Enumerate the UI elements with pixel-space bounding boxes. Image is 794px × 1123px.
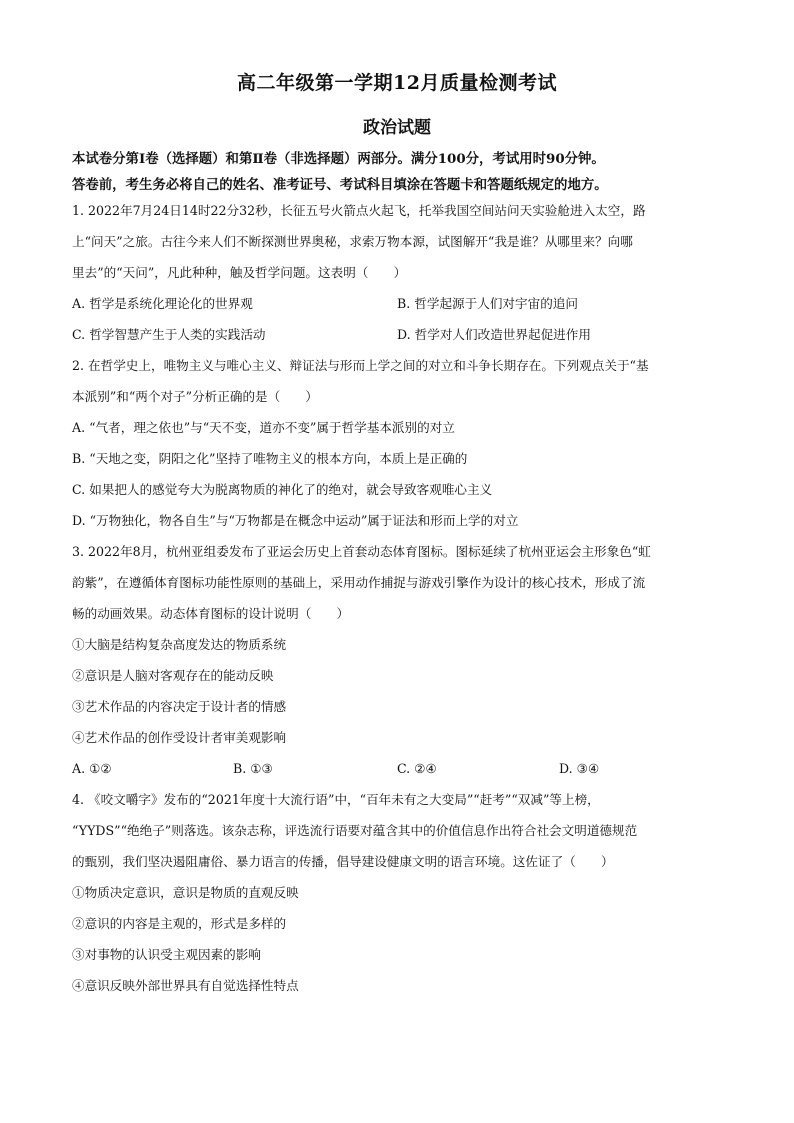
- instruction-line: 答卷前，考生务必将自己的姓名、准考证号、考试科目填涂在答题卡和答题纸规定的地方。: [72, 177, 608, 193]
- question-3: [72, 536, 732, 784]
- statement-1: ①物质决定意识，意识是物质的直观反映: [72, 885, 299, 900]
- option-b: B. 哲学起源于人们对宇宙的追问: [397, 296, 578, 311]
- statement-4: ④意识反映外部世界具有自觉选择性特点: [72, 978, 299, 993]
- question-text-line: “YYDS”“绝绝子”则落选。该杂志称，评选流行语要对蕴含其中的价值信息作出符合社会文明道德规范: [72, 823, 638, 838]
- statement-1: ①大脑是结构复杂高度发达的物质系统: [72, 637, 287, 652]
- option-b: B. ①③: [233, 761, 273, 776]
- option-d: D. ③④: [559, 761, 600, 776]
- option-c: C. 如果把人的感觉夸大为脱离物质的神化了的绝对，就会导致客观唯心主义: [72, 482, 493, 497]
- option-a: A. 哲学是系统化理论化的世界观: [72, 296, 253, 311]
- statement-3: ③艺术作品的内容决定于设计者的情感: [72, 699, 287, 714]
- option-b: B. “天地之变，阴阳之化”坚持了唯物主义的根本方向，本质上是正确的: [72, 451, 468, 466]
- question-text-line: 上“问天”之旅。古往今来人们不断探测世界奥秘，求索万物本源，试图解开“我是谁？从哪里来？向哪: [72, 234, 633, 249]
- question-text-line: 本派别”和“两个对子”分析正确的是（ ）: [72, 389, 319, 404]
- page-subtitle: 政治试题: [363, 118, 431, 138]
- exam-instructions: [72, 146, 762, 198]
- page-title: 高二年级第一学期12月质量检测考试: [237, 72, 557, 94]
- question-text-line: 4. 《咬文嚼字》发布的“2021年度十大流行语”中，“百年未有之大变局”“赶考”“双减”等上榜，: [72, 792, 600, 807]
- option-a: A. ①②: [72, 761, 112, 776]
- options-row: [72, 288, 732, 319]
- option-c: C. 哲学智慧产生于人类的实践活动: [72, 327, 266, 342]
- options-row: [72, 753, 732, 784]
- statement-2: ②意识的内容是主观的，形式是多样的: [72, 916, 287, 931]
- question-text-line: 畅的动画效果。动态体育图标的设计说明（ ）: [72, 606, 350, 621]
- instruction-line: 本试卷分第Ⅰ卷（选择题）和第Ⅱ卷（非选择题）两部分。满分100分，考试用时90分钟。: [72, 151, 605, 167]
- question-text-line: 里去”的“天问”，凡此种种，触及哲学问题。这表明（ ）: [72, 265, 407, 280]
- question-text-line: 的甄别，我们坚决遏阻庸俗、暴力语言的传播，倡导建设健康文明的语言环境。这佐证了（ ）: [72, 854, 614, 869]
- question-text-line: 韵紫”，在遵循体育图标功能性原则的基础上，采用动作捕捉与游戏引擎作为设计的核心技术，形成了流: [72, 575, 646, 590]
- option-d: D. “万物独化，物各自生”与“万物都是在概念中运动”属于证法和形而上学的对立: [72, 513, 519, 528]
- question-1: [72, 195, 732, 350]
- option-a: A. “气者，理之依也”与“天不变，道亦不变”属于哲学基本派别的对立: [72, 420, 455, 435]
- question-text-line: 2. 在哲学史上，唯物主义与唯心主义、辩证法与形而上学之间的对立和斗争长期存在。下列观点关于“基: [72, 358, 649, 373]
- question-text-line: 3. 2022年8月，杭州亚组委发布了亚运会历史上首套动态体育图标。图标延续了杭州亚运会主形象色“虹: [72, 544, 651, 559]
- question-2: [72, 350, 732, 536]
- question-text-line: 1. 2022年7月24日14时22分32秒，长征五号火箭点火起飞，托举我国空间站问天实验舱进入太空，路: [72, 203, 646, 218]
- option-d: D. 哲学对人们改造世界起促进作用: [397, 327, 591, 342]
- options-row: [72, 319, 732, 350]
- statement-2: ②意识是人脑对客观存在的能动反映: [72, 668, 274, 683]
- statement-3: ③对事物的认识受主观因素的影响: [72, 947, 261, 962]
- statement-4: ④艺术作品的创作受设计者审美观影响: [72, 730, 287, 745]
- option-c: C. ②④: [397, 761, 437, 776]
- question-4: [72, 784, 732, 1001]
